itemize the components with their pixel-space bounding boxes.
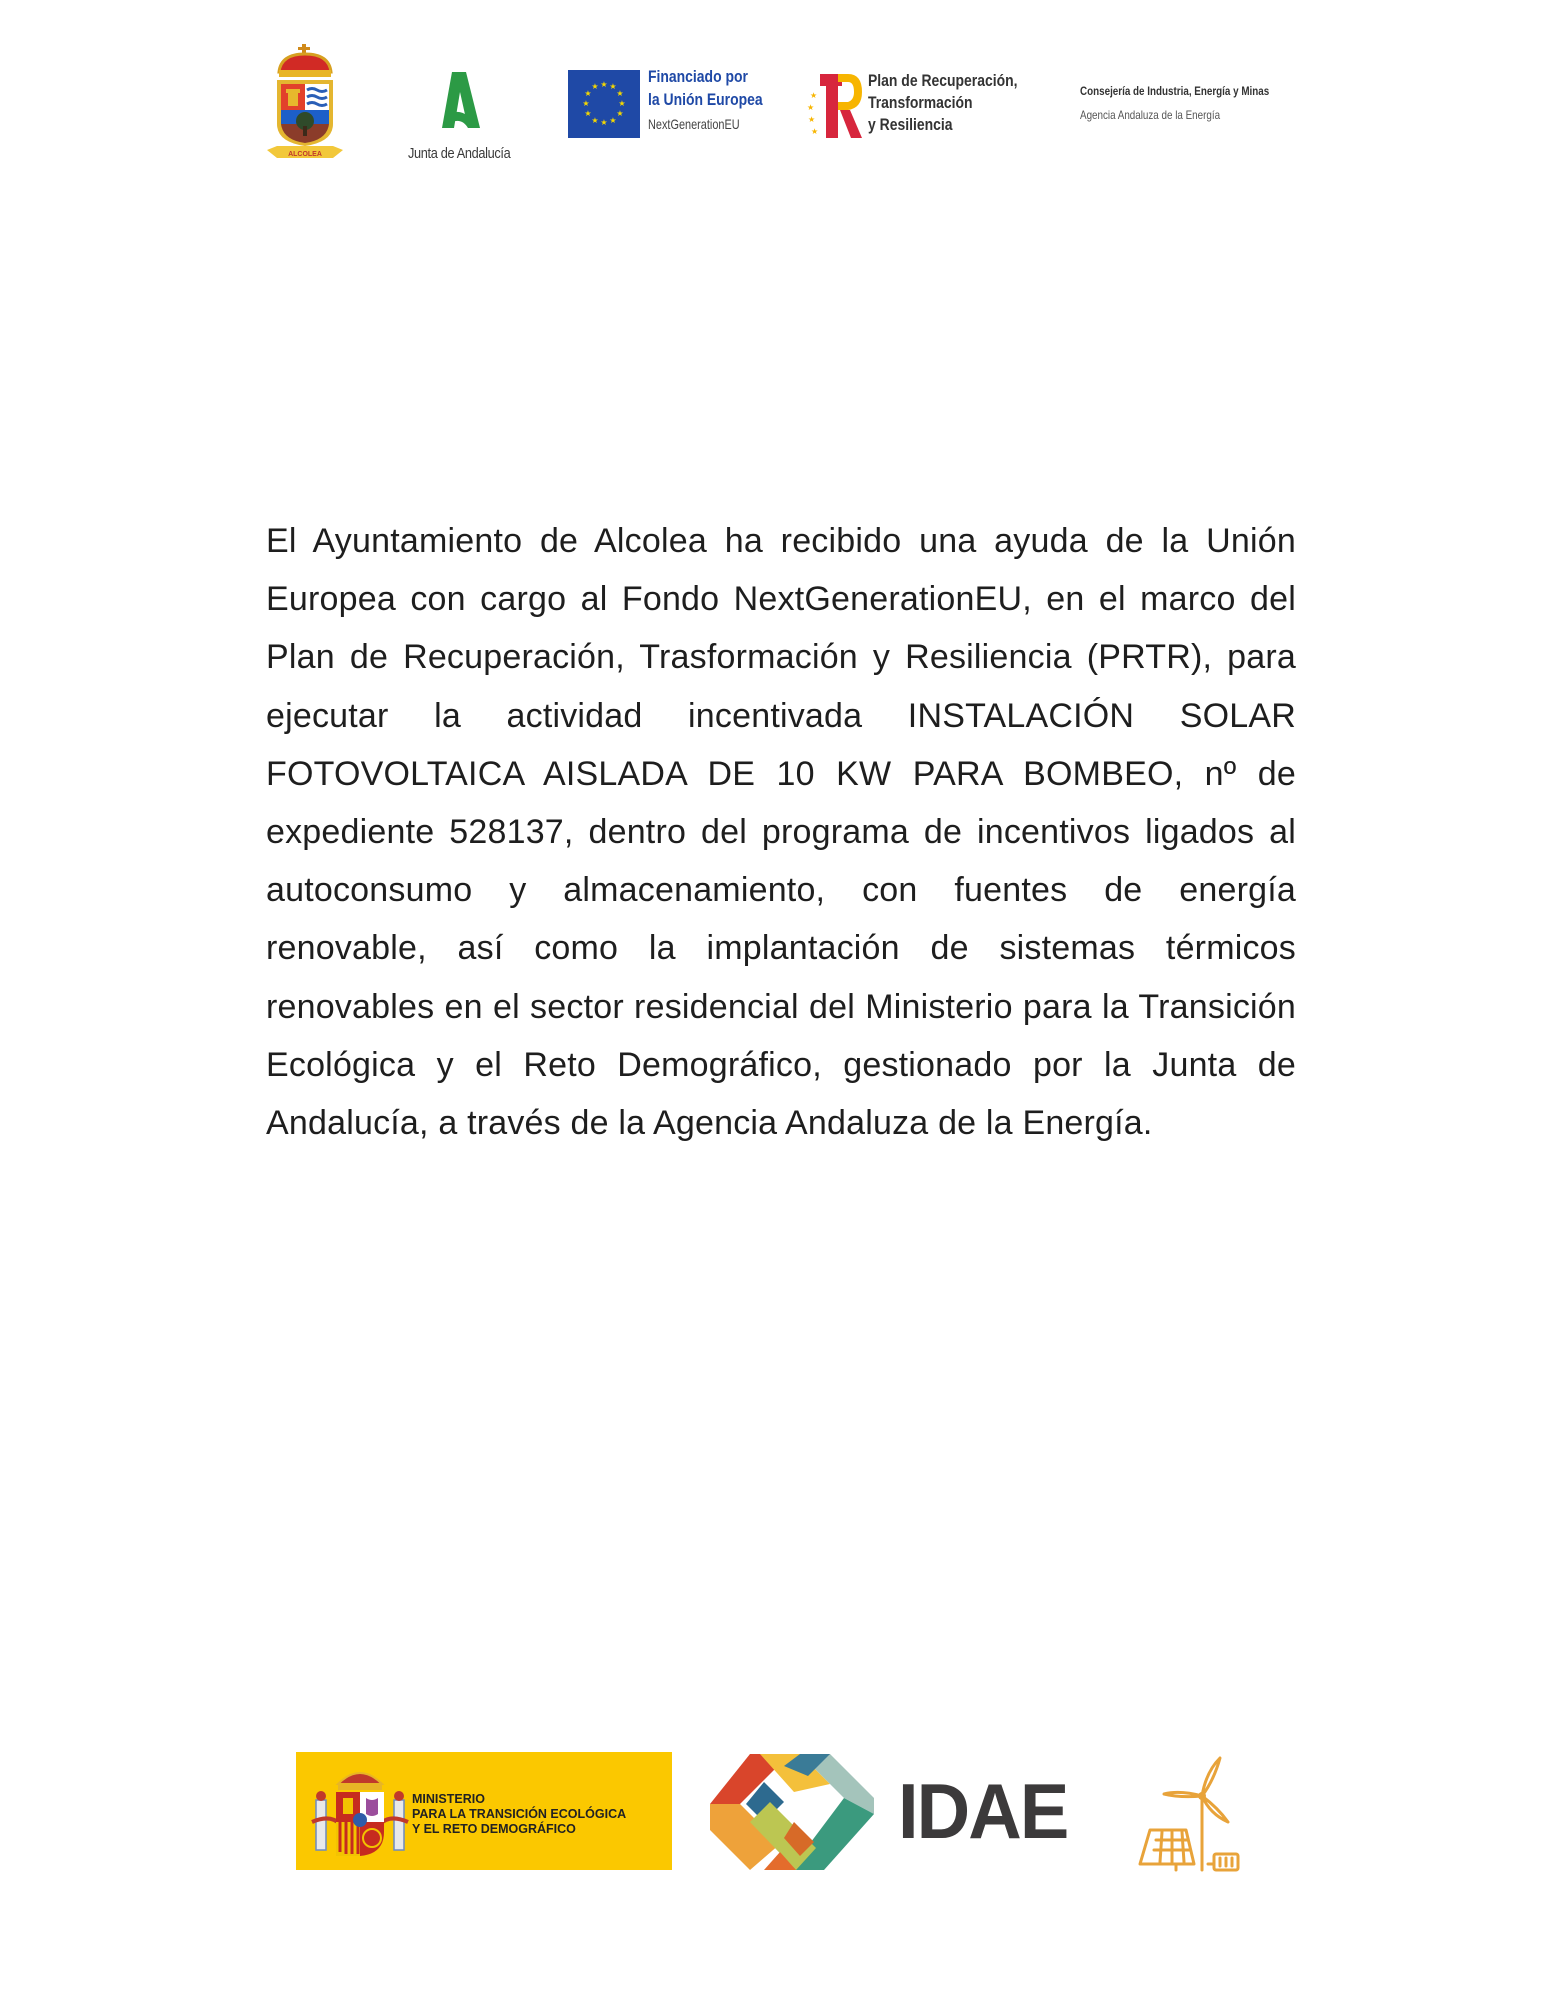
agencia-title: Agencia Andaluza de la Energía [1080, 108, 1221, 122]
eu-line3: NextGenerationEU [648, 116, 740, 132]
idae-label: IDAE [898, 1767, 1068, 1855]
eu-line1: Financiado por [648, 67, 748, 86]
svg-text:★: ★ [811, 127, 819, 136]
ministerio-label [412, 1792, 626, 1837]
junta-de-andalucia-logo [408, 66, 528, 166]
ministerio-line1: MINISTERIO [412, 1792, 485, 1806]
junta-label: Junta de Andalucía [408, 145, 511, 162]
prtr-label [868, 70, 1018, 136]
svg-text:★: ★ [582, 99, 590, 108]
svg-text:★: ★ [584, 109, 592, 118]
idae-knot-icon [704, 1752, 884, 1872]
consejeria-logo [1080, 84, 1300, 134]
svg-text:★: ★ [810, 91, 818, 100]
svg-text:★: ★ [609, 116, 617, 125]
svg-text:★: ★ [600, 118, 608, 127]
spain-coat-of-arms-icon [310, 1762, 410, 1862]
svg-text:★: ★ [609, 82, 617, 91]
svg-text:★: ★ [616, 109, 624, 118]
svg-text:★: ★ [808, 115, 816, 124]
svg-text:★: ★ [618, 99, 626, 108]
ministerio-transicion-ecologica-logo [296, 1752, 672, 1870]
funding-notice-paragraph: El Ayuntamiento de Alcolea ha recibido una ayuda de la Unión Europea con cargo al Fondo NextGenerationEU, en el marco del Plan de Recuperación, Trasformación y Resiliencia (PRTR), para ejecutar la actividad incentivada INSTALACIÓN SOLAR FOTOVOLTAICA AISLADA DE 10 KW PARA BOMBEO, nº de expediente 528137, dentro del programa de incentivos ligados al autoconsumo y almacenamiento, con fuentes de energía renovable, así como la implantación de sistemas térmicos renovables en el sector residencial del Ministerio para la Transición Ecológica y el Reto Demográfico, gestionado por la Junta de Andalucía, a través de la Agencia Andaluza de la Energía. [266, 522, 1296, 1143]
wind-solar-battery-icon [1110, 1752, 1240, 1872]
prtr-logo [806, 68, 1046, 142]
prtr-tr-icon [806, 68, 868, 142]
eu-flag-icon [568, 70, 640, 138]
svg-text:★: ★ [591, 116, 599, 125]
svg-text:★: ★ [616, 89, 624, 98]
prtr-line1: Plan de Recuperación, [868, 71, 1018, 90]
andalucia-a-icon [408, 66, 528, 141]
prtr-line3: y Resiliencia [868, 115, 953, 134]
eu-line2: la Unión Europea [648, 90, 763, 109]
consejeria-title: Consejería de Industria, Energía y Minas [1080, 84, 1270, 98]
alcolea-coat-of-arms-logo [265, 42, 345, 162]
svg-text:★: ★ [591, 82, 599, 91]
prtr-line2: Transformación [868, 93, 973, 112]
eu-funding-logo [568, 67, 783, 142]
svg-text:★: ★ [600, 80, 608, 89]
svg-text:ALCOLEA: ALCOLEA [288, 151, 322, 158]
idae-logo [704, 1752, 1084, 1872]
coat-of-arms-icon [265, 42, 345, 162]
ministerio-line3: Y EL RETO DEMOGRÁFICO [412, 1822, 576, 1836]
svg-text:★: ★ [807, 103, 815, 112]
svg-text:★: ★ [584, 89, 592, 98]
ministerio-line2: PARA LA TRANSICIÓN ECOLÓGICA [412, 1807, 627, 1821]
